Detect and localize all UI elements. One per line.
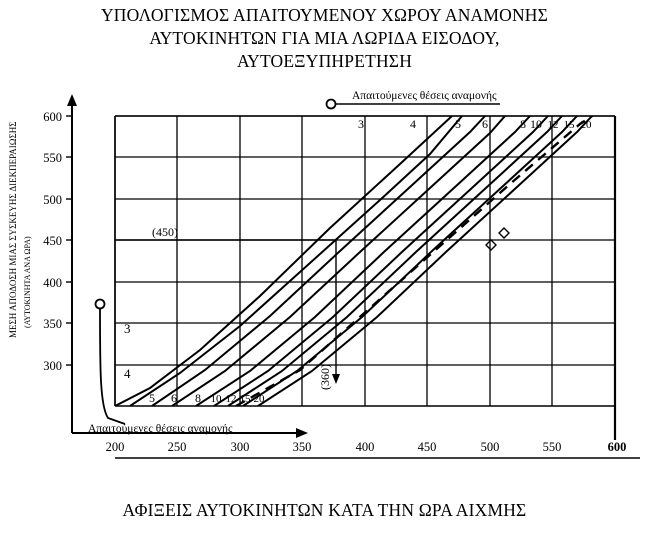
curve-label-left: 3 [124, 321, 131, 336]
x-tick-label: 400 [355, 440, 375, 454]
top-legend-label: Απαιτούμενες θέσεις αναμονής [352, 90, 497, 102]
y-tick-label: 550 [43, 151, 62, 165]
curve-label-top: 3 [358, 117, 364, 131]
curve-30-dashed [236, 104, 610, 406]
y-axis-title [8, 122, 32, 338]
title-line-1: ΥΠΟΛΟΓΙΣΜΟΣ ΑΠΑΙΤΟΥΜΕΝΟΥ ΧΩΡΟΥ ΑΝΑΜΟΝΗΣ [100, 5, 549, 25]
top-legend-group [327, 90, 501, 109]
curve-label-bottom: 15 [239, 393, 251, 405]
curve-label-bottom: 5 [149, 391, 155, 405]
top-legend-marker [327, 100, 336, 109]
x-tick-label: 250 [167, 440, 187, 454]
bottom-legend-group [88, 300, 233, 436]
curve-label-top: 12 [547, 119, 559, 131]
y-tick-label: 300 [43, 359, 62, 373]
figure-title [0, 4, 649, 73]
left-curve-labels [124, 321, 131, 381]
curve-6 [172, 116, 505, 406]
curve-3 [115, 116, 452, 406]
curve-10 [214, 116, 548, 406]
curve-label-top: 15 [563, 119, 575, 131]
x-tick-label: 200 [105, 440, 125, 454]
top-curve-labels [358, 117, 592, 131]
y-tick-label: 400 [43, 276, 62, 290]
curve-label-top: 20 [580, 119, 592, 131]
annotation-360: (360) [318, 364, 332, 390]
x-tick-label: 550 [542, 440, 562, 454]
x-tick-label: 300 [230, 440, 250, 454]
y-tick-label: 600 [43, 110, 62, 124]
chart-svg [0, 88, 649, 488]
y-axis-title-main: ΜΕΣΗ ΑΠΟΔΟΣΗ ΜΙΑΣ ΣΥΣΚΕΥΗΣ ΔΙΕΚΠΕΡΑΙΩΣΗΣ [8, 121, 18, 338]
curve-label-top: 4 [410, 117, 416, 131]
annotation-450: (450) [152, 225, 178, 239]
curve-label-bottom: 20 [253, 393, 265, 405]
x-axis-caption: ΑΦΙΞΕΙΣ ΑΥΤΟΚΙΝΗΤΩΝ ΚΑΤΑ ΤΗΝ ΩΡΑ ΑΙΧΜΗΣ [122, 500, 527, 520]
curve-label-top: 6 [482, 117, 488, 131]
curve-label-top: 5 [455, 117, 461, 131]
bottom-legend-marker [96, 300, 105, 309]
curve-label-bottom: 10 [210, 393, 222, 405]
chart-area [0, 88, 649, 488]
curve-label-bottom: 6 [171, 391, 177, 405]
x-tick-label: 500 [480, 440, 500, 454]
curve-label-left: 4 [124, 366, 131, 381]
bottom-legend-label: Απαιτούμενες θέσεις αναμονής [88, 423, 233, 435]
x-tick-label: 600 [607, 440, 627, 454]
curve-label-bottom: 8 [195, 391, 201, 405]
x-tick-labels [106, 440, 627, 454]
title-line-2: ΑΥΤΟΚΙΝΗΤΩΝ ΓΙΑ ΜΙΑ ΛΩΡΙΔΑ ΕΙΣΟΔΟΥ, [149, 28, 500, 49]
x-tick-label: 350 [292, 440, 312, 454]
y-tick-label: 350 [43, 317, 62, 331]
title-line-3: ΑΥΤΟΕΞΥΠΗΡΕΤΗΣΗ [236, 51, 413, 72]
curve-family [115, 104, 610, 406]
curve-label-top: 8 [520, 117, 526, 131]
y-tick-label: 450 [43, 234, 62, 248]
curve-label-bottom: 12 [225, 393, 237, 405]
y-tick-label: 500 [43, 193, 62, 207]
x-tick-label: 450 [417, 440, 437, 454]
y-tick-labels [43, 110, 62, 373]
curve-label-top: 10 [530, 117, 542, 131]
y-axis-title-sub: (ΑΥΤΟΚΙΝΗΤΑ ΑΝΑ ΩΡΑ) [23, 236, 32, 328]
curve-8 [196, 116, 530, 406]
